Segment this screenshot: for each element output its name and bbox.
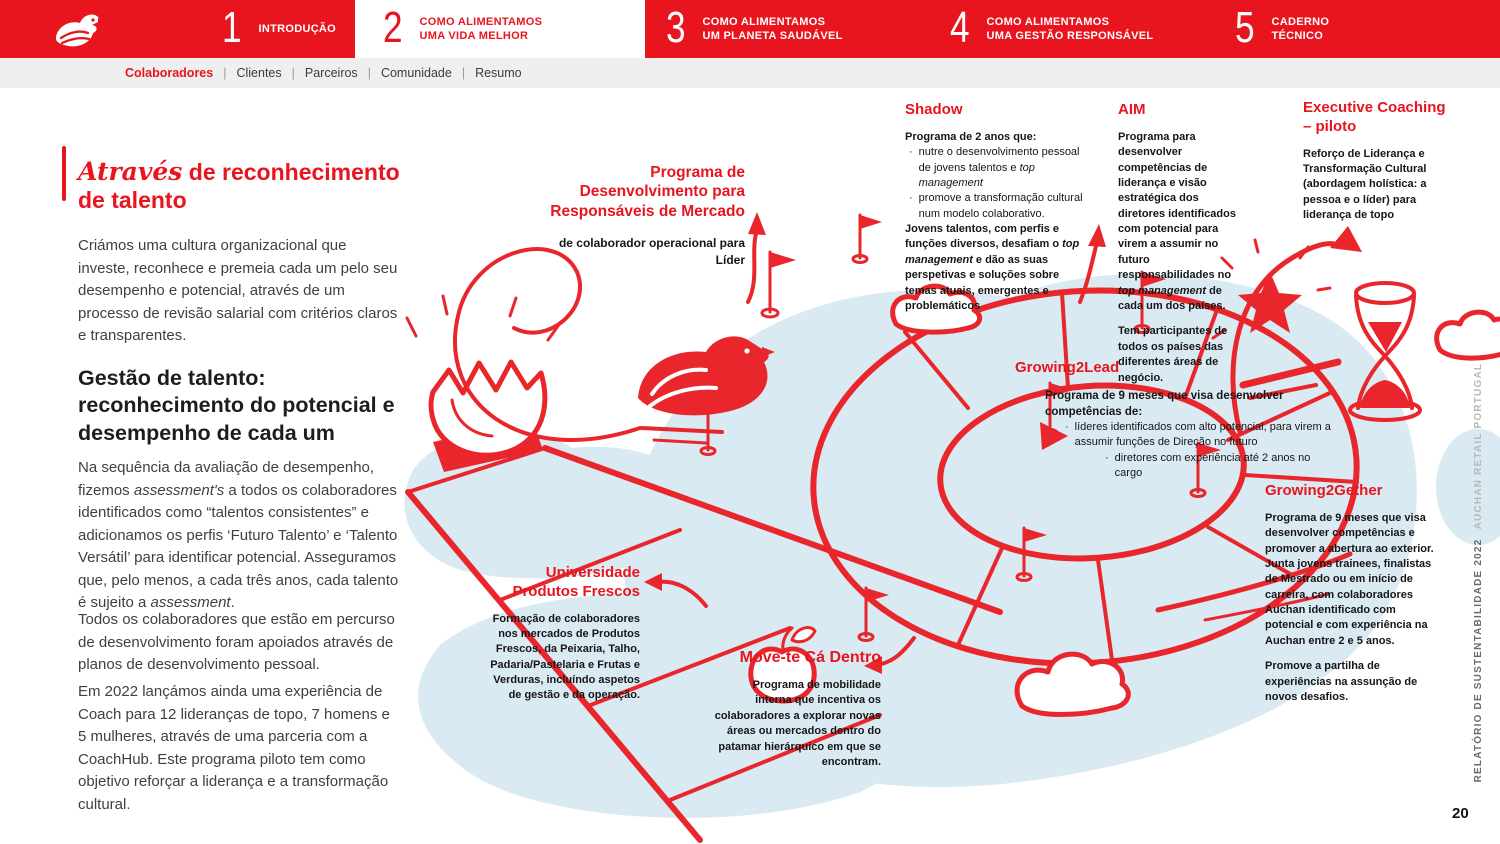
intro-paragraph: Criámos uma cultura organizacional que investe, reconhece e premeia cada um pelo seu desempenho e potencial, através de um processo de revisão salarial com critérios claros e transparentes. bbox=[78, 237, 398, 344]
development-paragraph: Todos os colaboradores que estão em percurso de desenvolvimento foram apoiados através de planos de desenvolvimento pessoal. bbox=[78, 611, 395, 673]
subnav-item-parceiros[interactable]: Parceiros bbox=[304, 66, 358, 80]
coach-paragraph: Em 2022 lançámos ainda uma experiência de Coach para 12 lideranças de topo, 7 homens e 5 mulheres, através de uma parceria com a CoachHub. Este programa piloto tem como objetivo reforçar a liderança e a transformação cultural. bbox=[78, 683, 390, 813]
heading-accent-bar bbox=[62, 146, 66, 201]
program-body: Promove a partilha de experiências na assunção de novos desafios. bbox=[1265, 660, 1418, 704]
nav-section-vida-melhor[interactable] bbox=[383, 0, 542, 58]
program-title: Universidade Produtos Frescos bbox=[512, 564, 640, 600]
program-bullet: · nutre o desenvolvimento pessoal de jovens talentos e top management bbox=[909, 146, 1080, 189]
page-number: 20 bbox=[1452, 805, 1469, 822]
program-bullet: · líderes identificados com alto potencial, para virem a assumir funções de Direção no futuro bbox=[1065, 420, 1331, 449]
program-intro: Programa de 9 meses que visa desenvolver competências de: bbox=[1045, 389, 1284, 418]
subnav-item-comunidade[interactable]: Comunidade bbox=[380, 66, 452, 80]
subnav-divider: | bbox=[367, 66, 371, 80]
program-title: Growing2Gether bbox=[1265, 482, 1383, 499]
program-title: Growing2Lead bbox=[1015, 359, 1120, 376]
report-vertical-label: RELATÓRIO DE SUSTENTABILIDADE 2022AUCHAN RETAIL PORTUGAL bbox=[1473, 362, 1484, 782]
program-growing2lead bbox=[1015, 359, 1337, 482]
program-body: Programa de mobilidade interna que incentiva os colaboradores a explorar novas áreas ou mercados dentro do patamar hierárquico em que se encontram. bbox=[714, 679, 881, 768]
program-growing2gether bbox=[1265, 482, 1437, 705]
program-aim bbox=[1118, 101, 1246, 386]
subnav-item-clientes[interactable]: Clientes bbox=[236, 66, 282, 80]
nav-section-label: COMO ALIMENTAMOS UM PLANETA SAUDÁVEL bbox=[702, 15, 843, 42]
program-outro: Jovens talentos, com perfis e funções diversos, desafiam o top management e dão as suas perspetivas e soluções sobre temas atuais, emergentes e problemáticos bbox=[905, 223, 1080, 313]
program-bullet: · diretores com experiência até 2 anos no cargo bbox=[1105, 451, 1311, 480]
subnav-divider: | bbox=[291, 66, 295, 80]
nav-section-number: 1 bbox=[222, 2, 242, 52]
nav-section-planeta-saudavel[interactable] bbox=[666, 0, 843, 58]
subnav-divider: | bbox=[461, 66, 466, 80]
program-body: Formação de colaboradores nos mercados de Produtos Frescos, da Peixaria, Talho, Padaria/Pastelaria e Frutas e Verduras, incluíndo aspetos de gestão e da operação. bbox=[490, 612, 640, 702]
section-subheading: Gestão de talento: reconhecimento do potencial e desempenho de cada um bbox=[78, 365, 395, 445]
program-executive-coaching bbox=[1303, 99, 1453, 223]
program-responsaveis-mercado bbox=[545, 163, 745, 269]
program-body: Tem participantes de todos os países das diferentes áreas de negócio. bbox=[1118, 325, 1228, 384]
subnav-item-colaboradores[interactable]: Colaboradores bbox=[125, 66, 214, 80]
nav-section-gestao-responsavel[interactable] bbox=[950, 0, 1153, 58]
nav-section-caderno-tecnico[interactable] bbox=[1235, 0, 1329, 58]
cracked-egg-icon bbox=[407, 296, 558, 455]
program-title: Shadow bbox=[905, 101, 963, 118]
nav-section-label: COMO ALIMENTAMOS UMA VIDA MELHOR bbox=[419, 15, 543, 42]
subnav-item-resumo[interactable]: Resumo bbox=[475, 66, 522, 80]
program-intro: Programa de 2 anos que: bbox=[905, 130, 1037, 143]
talent-paragraph: Na sequência da avaliação de desempenho, fizemos assessment's a todos os colaboradores identificados como “talentos consistentes” e adicionamos os perfis ‘Futuro Talento’ e ‘Talento Versátil’ para identificar potencial. Asseguramos que, pelo menos, a cada três anos, cada talento é sujeito a assessment. bbox=[78, 459, 399, 611]
page-title: Através de reconhecimento de talento bbox=[78, 157, 400, 214]
program-body: Programa de 9 meses que visa desenvolver competências e promover a abertura ao exterior. Junta jovens trainees, finalistas de Mestrado ou em início de carreira, com colaboradores Auchan identificado com potencial e com experiência na Auchan entre 2 e 5 anos. bbox=[1265, 511, 1434, 647]
program-bullet: · promove a transformação cultural num modelo colaborativo. bbox=[909, 192, 1083, 220]
nav-section-label: CADERNO TÉCNICO bbox=[1271, 15, 1330, 42]
chapter-subnav bbox=[0, 58, 1500, 88]
subnav-divider: | bbox=[223, 66, 227, 80]
program-shadow bbox=[905, 101, 1087, 314]
nav-section-label: INTRODUÇÃO bbox=[258, 22, 337, 35]
program-body: Programa para desenvolver competências de liderança e visão estratégica dos diretores identificados com potencial para virem a assumir no futuro responsabilidades no top management de cada um dos países. bbox=[1118, 130, 1236, 313]
flag-icon bbox=[853, 215, 882, 263]
nav-section-label: COMO ALIMENTAMOS UMA GESTÃO RESPONSÁVEL bbox=[986, 15, 1154, 42]
program-title: Programa de Desenvolvimento para Responsáveis de Mercado bbox=[550, 164, 745, 220]
top-navigation-bar bbox=[0, 0, 1500, 58]
program-title: Move-te Cá Dentro bbox=[739, 649, 881, 666]
nav-section-number: 2 bbox=[383, 2, 403, 52]
program-subtitle: de colaborador operacional para Líder bbox=[558, 236, 745, 267]
nav-section-introducao[interactable] bbox=[222, 0, 336, 58]
nav-section-number: 5 bbox=[1235, 2, 1255, 52]
nav-section-number: 3 bbox=[666, 2, 686, 52]
program-body: Reforço de Liderança e Transformação Cultural (abordagem holística: a pessoa e o líder) para liderança de topo bbox=[1303, 147, 1427, 222]
program-title: Executive Coaching – piloto bbox=[1303, 99, 1446, 135]
auchan-bird-logo bbox=[50, 9, 104, 51]
up-arrow-icon bbox=[748, 212, 766, 302]
program-universidade-produtos-frescos bbox=[478, 564, 640, 704]
program-title: AIM bbox=[1118, 101, 1146, 118]
flag-icon bbox=[762, 252, 796, 317]
nav-section-number: 4 bbox=[950, 2, 970, 52]
cloud-icon bbox=[1437, 312, 1500, 358]
program-move-te-ca-dentro bbox=[713, 648, 881, 770]
